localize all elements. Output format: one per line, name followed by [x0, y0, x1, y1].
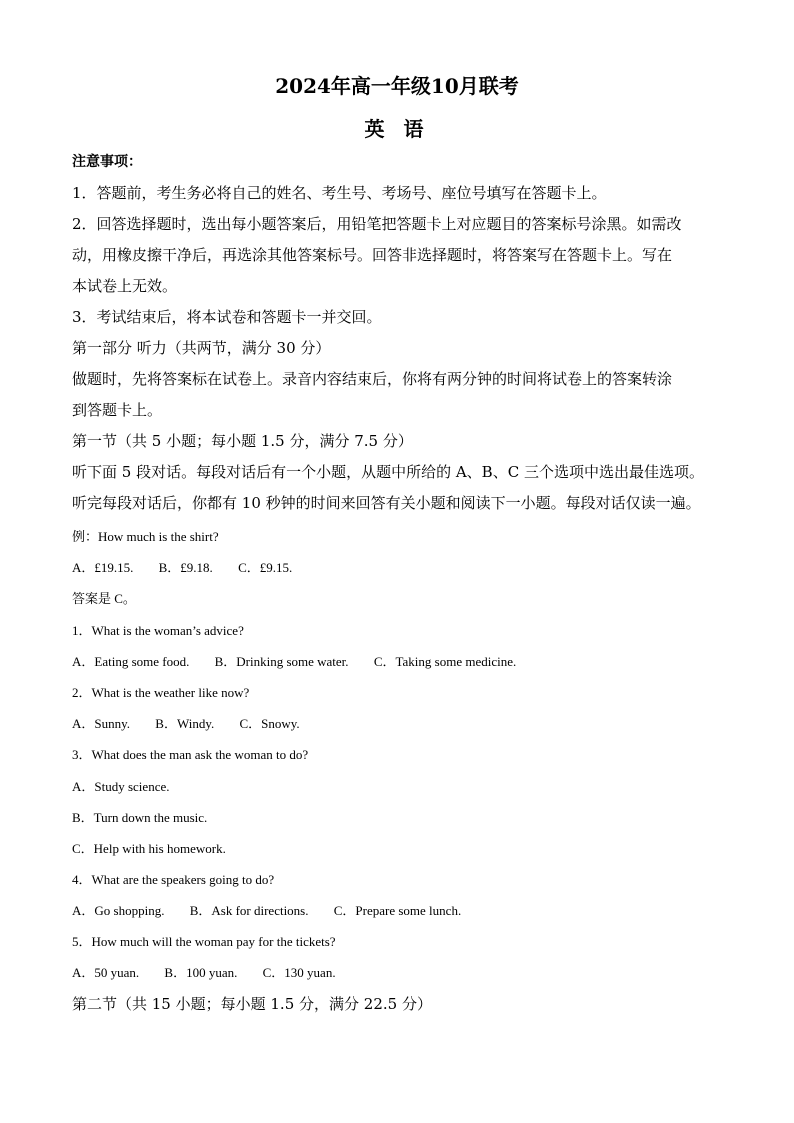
question-1-options: [72, 651, 538, 670]
question-5-options: [72, 962, 358, 981]
option-c: C．130 yuan.: [262, 965, 336, 980]
question-3-option-a: A．Study science.: [72, 779, 170, 794]
note-1: 1．答题前，考生务必将自己的姓名、考生号、考场号、座位号填写在答题卡上。: [72, 184, 607, 202]
section2-heading: 第二节（共 15 小题；每小题 1.5 分，满分 22.5 分）: [72, 995, 432, 1013]
option-a: A．Go shopping.: [72, 903, 165, 918]
option-b: B．Windy.: [155, 716, 215, 731]
part1-heading: 第一部分 听力（共两节，满分 30 分）: [72, 339, 331, 357]
option-c: C．Prepare some lunch.: [333, 903, 462, 918]
question-5: 5．How much will the woman pay for the tickets?: [72, 934, 336, 949]
option-b: B．Ask for directions.: [189, 903, 309, 918]
example-question: 例：How much is the shirt?: [72, 529, 219, 544]
question-3-option-b: B．Turn down the music.: [72, 810, 208, 825]
option-c: C．£9.15.: [238, 560, 293, 575]
note-2-line-3: 本试卷上无效。: [72, 277, 178, 295]
question-3: 3．What does the man ask the woman to do?: [72, 747, 309, 762]
note-2-line-2: 动，用橡皮擦干净后，再选涂其他答案标号。回答非选择题时，将答案写在答题卡上。写在: [72, 246, 673, 264]
question-1: 1．What is the woman’s advice?: [72, 623, 244, 638]
option-b: B．£9.18.: [158, 560, 213, 575]
option-b: B．100 yuan.: [164, 965, 238, 980]
question-4: 4．What are the speakers going to do?: [72, 872, 275, 887]
part1-intro-line-2: 到答题卡上。: [72, 401, 163, 419]
option-c: C．Taking some medicine.: [373, 654, 517, 669]
option-a: A．Eating some food.: [72, 654, 190, 669]
example-options: [72, 557, 314, 576]
notes-heading: 注意事项：: [72, 154, 142, 170]
part1-intro-line-1: 做题时，先将答案标在试卷上。录音内容结束后，你将有两分钟的时间将试卷上的答案转涂: [72, 370, 673, 388]
note-3: 3．考试结束后，将本试卷和答题卡一并交回。: [72, 308, 382, 326]
subject-title: 英 语: [364, 117, 430, 141]
option-a: A．50 yuan.: [72, 965, 140, 980]
question-3-option-c: C．Help with his homework.: [72, 841, 226, 856]
example-answer: 答案是 C。: [72, 591, 136, 606]
option-a: A．£19.15.: [72, 560, 134, 575]
section1-intro-line-1: 听下面 5 段对话。每段对话后有一个小题，从题中所给的 A、B、C 三个选项中选出最佳选项。: [72, 463, 704, 481]
section1-heading: 第一节（共 5 小题；每小题 1.5 分，满分 7.5 分）: [72, 432, 413, 450]
question-2: 2．What is the weather like now?: [72, 685, 250, 700]
option-b: B．Drinking some water.: [214, 654, 349, 669]
note-2-line-1: 2．回答选择题时，选出每小题答案后，用铅笔把答题卡上对应题目的答案标号涂黑。如需改: [72, 215, 682, 233]
question-4-options: [72, 900, 483, 919]
question-2-options: [72, 713, 322, 732]
exam-title: 2024年高一年级10月联考: [275, 74, 519, 98]
section1-intro-line-2: 听完每段对话后，你都有 10 秒钟的时间来回答有关小题和阅读下一小题。每段对话仅读一遍。: [72, 494, 701, 512]
option-c: C．Snowy.: [239, 716, 300, 731]
option-a: A．Sunny.: [72, 716, 131, 731]
